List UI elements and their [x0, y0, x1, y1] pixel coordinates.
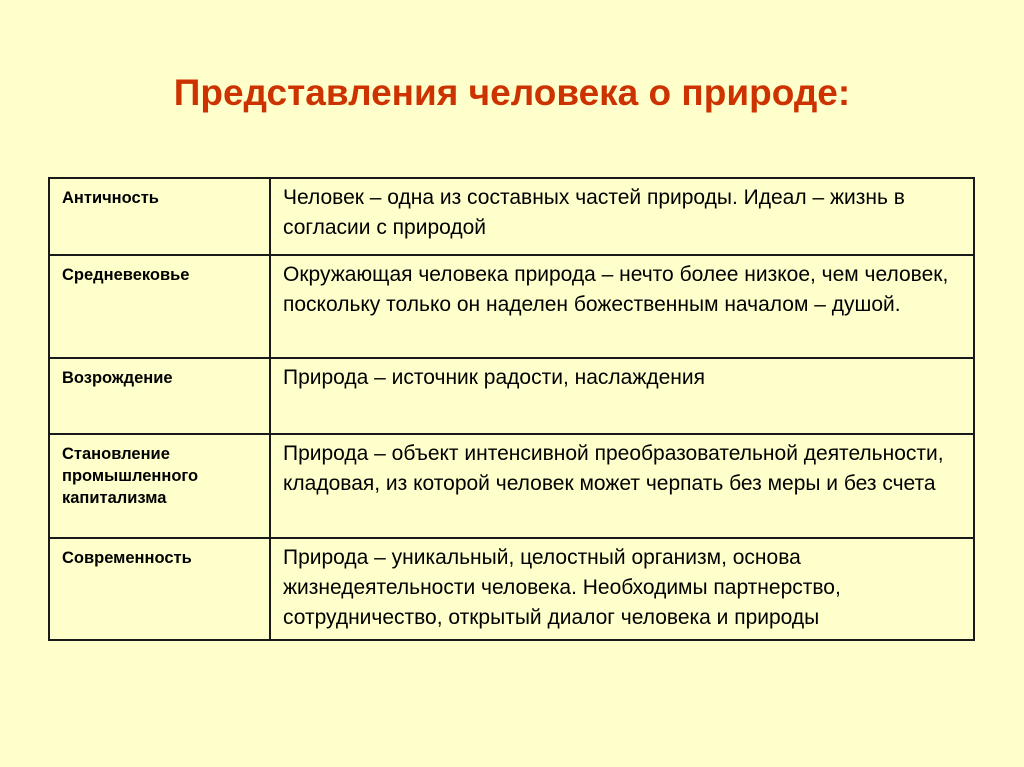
description-cell: Человек – одна из составных частей природы. Идеал – жизнь в согласии с природой [270, 178, 974, 255]
eras-table [48, 177, 975, 641]
era-cell: Становление промышленного капитализма [49, 434, 270, 538]
description-cell: Природа – источник радости, наслаждения [270, 358, 974, 434]
era-cell: Возрождение [49, 358, 270, 434]
table-row [49, 178, 974, 255]
table-row [49, 358, 974, 434]
era-cell: Средневековье [49, 255, 270, 358]
table-row [49, 538, 974, 640]
description-cell: Природа – уникальный, целостный организм, основа жизнедеятельности человека. Необходимы партнерство, сотрудничество, открытый диалог человека и природы [270, 538, 974, 640]
era-cell: Античность [49, 178, 270, 255]
table-row [49, 434, 974, 538]
description-cell: Окружающая человека природа – нечто более низкое, чем человек, поскольку только он наделен божественным началом – душой. [270, 255, 974, 358]
description-cell: Природа – объект интенсивной преобразовательной деятельности, кладовая, из которой человек может черпать без меры и без счета [270, 434, 974, 538]
slide-title: Представления человека о природе: [173, 72, 851, 113]
table-row [49, 255, 974, 358]
era-cell: Современность [49, 538, 270, 640]
